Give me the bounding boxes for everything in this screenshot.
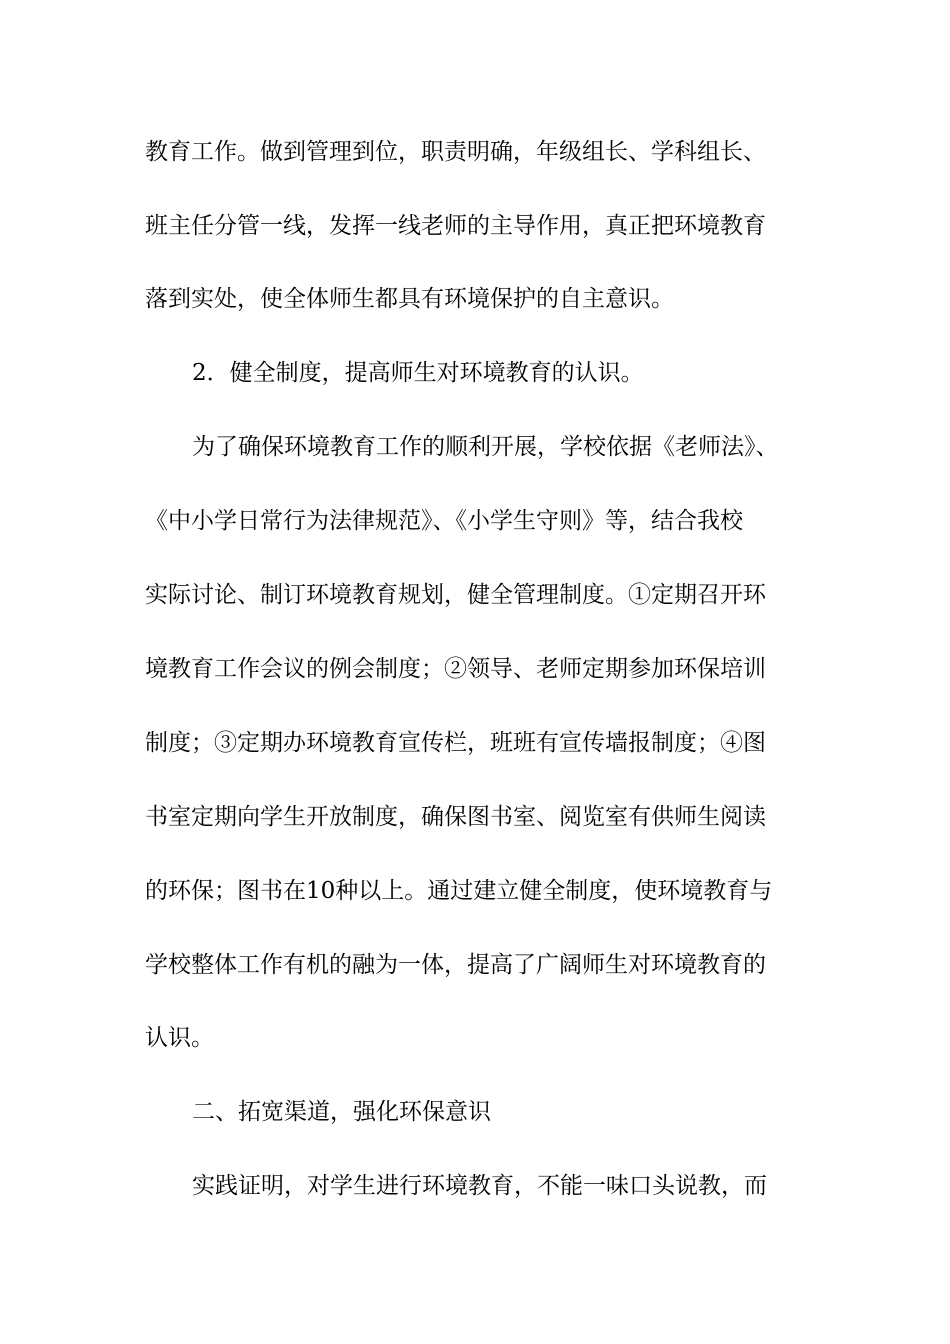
text-line: 学校整体工作有机的融为一体，提高了广阔师生对环境教育的 xyxy=(145,952,766,978)
text-line: 境教育工作会议的例会制度；②领导、老师定期参加环保培训 xyxy=(145,656,766,682)
section-heading: 二、拓宽渠道，强化环保意识 xyxy=(192,1099,491,1125)
text-line: 书室定期向学生开放制度，确保图书室、阅览室有供师生阅读 xyxy=(145,804,766,830)
text-line: 《中小学日常行为法律规范》、《小学生守则》等，结合我校 xyxy=(145,508,743,534)
text-line: 的环保；图书在10种以上。通过建立健全制度，使环境教育与 xyxy=(145,878,773,904)
text-line: 为了确保环境教育工作的顺利开展，学校依据《老师法》、 xyxy=(192,434,779,460)
section-heading: 2．健全制度，提高师生对环境教育的认识。 xyxy=(192,360,644,386)
text-line: 班主任分管一线，发挥一线老师的主导作用，真正把环境教育 xyxy=(145,213,766,239)
text-line: 教育工作。做到管理到位，职责明确，年级组长、学科组长、 xyxy=(145,139,766,165)
text-line: 落到实处，使全体师生都具有环境保护的自主意识。 xyxy=(145,286,674,312)
text-line: 实际讨论、制订环境教育规划，健全管理制度。①定期召开环 xyxy=(145,582,766,608)
text-line: 实践证明，对学生进行环境教育，不能一味口头说教，而 xyxy=(192,1173,767,1199)
text-line: 认识。 xyxy=(145,1025,214,1051)
text-line: 制度；③定期办环境教育宣传栏，班班有宣传墙报制度；④图 xyxy=(145,730,766,756)
